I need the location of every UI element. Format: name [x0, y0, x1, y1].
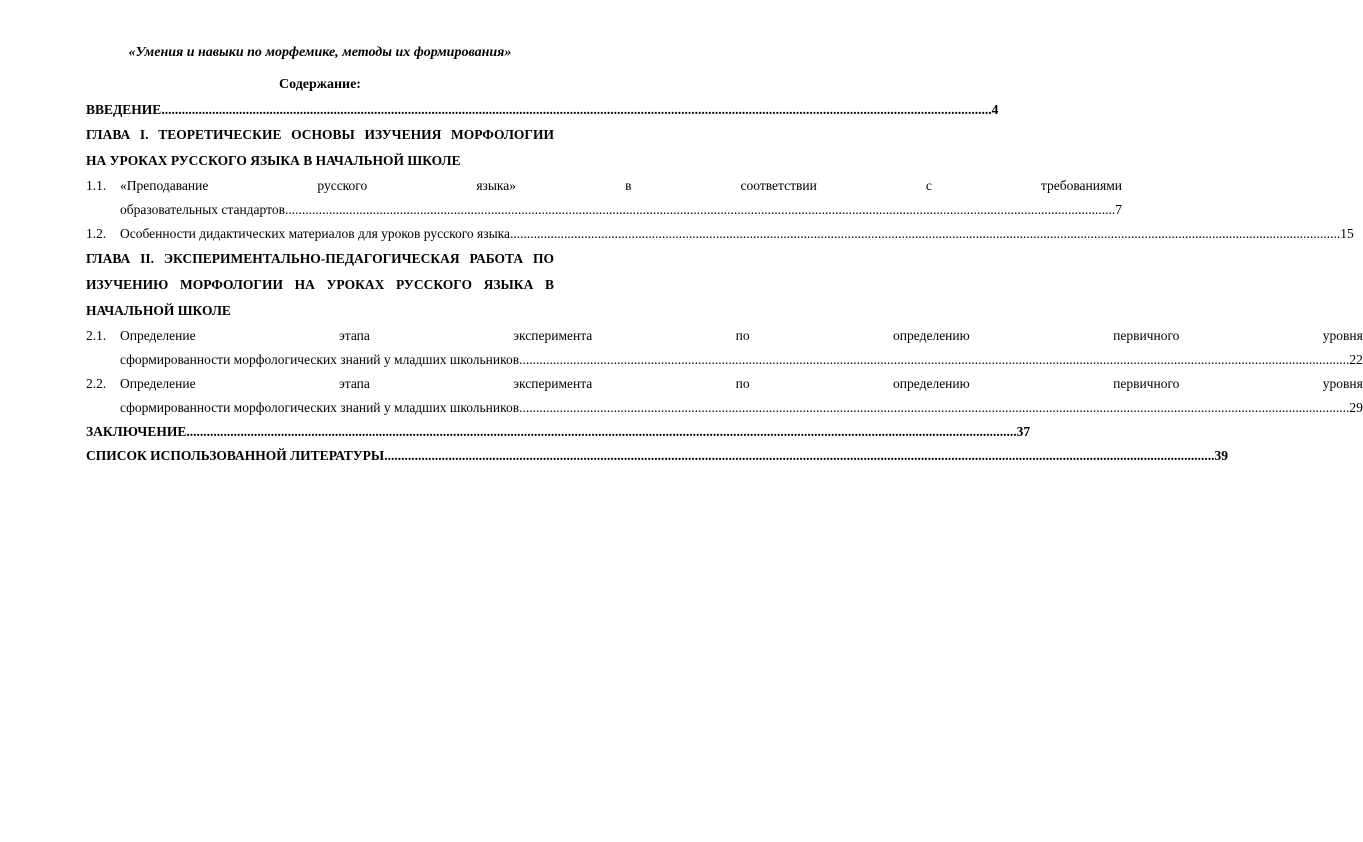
toc-page-number: 37: [1016, 424, 1031, 439]
toc-entry-label: ЗАКЛЮЧЕНИЕ: [86, 424, 187, 439]
section-number: 2.1.: [86, 328, 107, 343]
dot-leader: [384, 444, 1214, 468]
dot-leader: [285, 198, 1115, 222]
section-title-row: [120, 222, 1354, 246]
contents-heading: Содержание:: [279, 77, 361, 92]
toc-entry-label: СПИСОК ИСПОЛЬЗОВАННОЙ ЛИТЕРАТУРЫ: [86, 448, 385, 463]
document-title: «Умения и навыки по морфемике, методы их формирования»: [128, 45, 512, 60]
section-title-line2-row: [120, 348, 1363, 372]
section-title-line1: «Преподавание русского языка» в соответствии с требованиями: [120, 178, 1122, 193]
section-title-line2: сформированности морфологических знаний у младших школьников: [120, 400, 520, 415]
section-title-line1: Определение этапа эксперимента по определению первичного уровня: [120, 328, 1363, 343]
toc-page-number: 7: [1115, 202, 1122, 217]
toc-page-number: 22: [1349, 352, 1363, 367]
toc-entry-conclusion: [86, 420, 1031, 444]
section-title-line2-row: [120, 198, 1122, 222]
chapter2-title-line2: ИЗУЧЕНИЮ МОРФОЛОГИИ НА УРОКАХ РУССКОГО ЯЗЫКА В: [86, 277, 554, 292]
toc-page-number: 39: [1214, 448, 1228, 463]
toc-entry-intro: [86, 98, 999, 122]
chapter2-title-line3: НАЧАЛЬНОЙ ШКОЛЕ: [86, 303, 231, 318]
toc-page-number: 15: [1340, 226, 1354, 241]
chapter1-title-line1: ГЛАВА I. ТЕОРЕТИЧЕСКИЕ ОСНОВЫ ИЗУЧЕНИЯ МОРФОЛОГИИ: [86, 127, 554, 142]
section-title-line2: образовательных стандартов: [120, 202, 285, 217]
dot-leader: [510, 222, 1340, 246]
section-title-line1: Определение этапа эксперимента по определению первичного уровня: [120, 376, 1363, 391]
toc-section-1-1: [86, 174, 1122, 222]
dot-leader: [519, 348, 1349, 372]
toc-entry-bibliography: [86, 444, 1228, 468]
toc-section-2-2: [86, 372, 1363, 420]
toc-section-1-2: [86, 222, 1354, 246]
toc-page-number: 4: [991, 102, 999, 117]
chapter2-title-line1: ГЛАВА II. ЭКСПЕРИМЕНТАЛЬНО-ПЕДАГОГИЧЕСКАЯ РАБОТА ПО: [86, 251, 554, 266]
section-title-line2-row: [120, 396, 1363, 420]
chapter1-title-line2: НА УРОКАХ РУССКОГО ЯЗЫКА В НАЧАЛЬНОЙ ШКОЛЕ: [86, 153, 461, 168]
table-of-contents: [86, 98, 1363, 468]
dot-leader: [519, 396, 1349, 420]
section-number: 1.2.: [86, 226, 107, 241]
toc-page-number: 29: [1349, 400, 1363, 415]
dot-leader: [186, 420, 1016, 444]
section-number: 2.2.: [86, 376, 107, 391]
toc-section-2-1: [86, 324, 1363, 372]
toc-entry-label: ВВЕДЕНИЕ: [86, 102, 162, 117]
dot-leader: [161, 98, 991, 122]
section-title-line2: сформированности морфологических знаний у младших школьников: [120, 352, 520, 367]
section-number: 1.1.: [86, 178, 107, 193]
section-title-line1: Особенности дидактических материалов для уроков русского языка: [120, 226, 511, 241]
